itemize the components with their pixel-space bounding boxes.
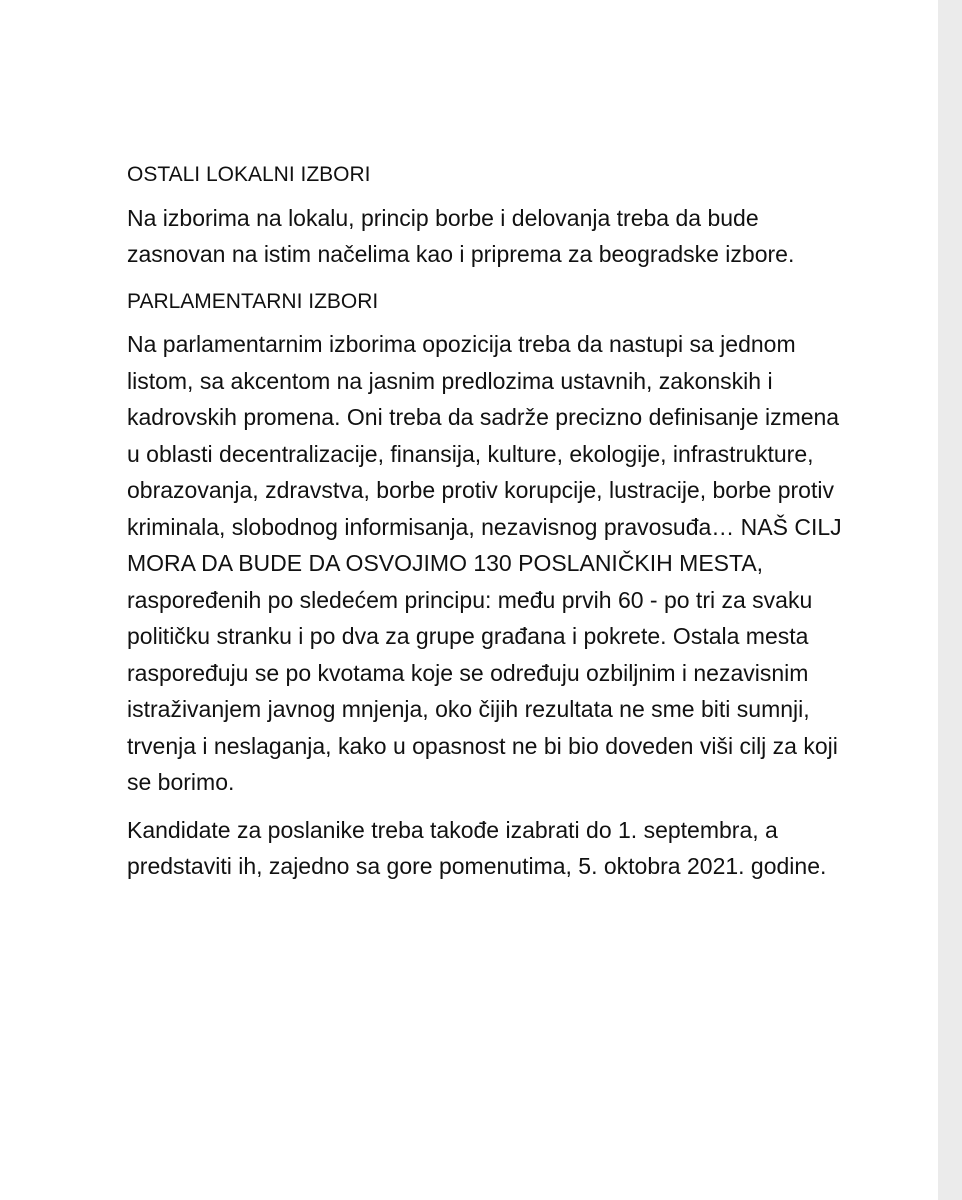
paragraph-candidates: Kandidate za poslanike treba takođe izabrati do 1. septembra, a predstaviti ih, zajedno sa gore pomenutima, 5. oktobra 2021. godine. (127, 816, 827, 879)
document-body (127, 157, 847, 896)
paragraph-parliamentary-elections: Na parlamentarnim izborima opozicija treba da nastupi sa jednom listom, sa akcentom na jasnim predlozima ustavnih, zakonskih i kadrovskih promena. Oni treba da sadrže precizno definisanje izmena u oblasti decentralizacije, finansija, kulture, ekologije, infrastrukture, obrazovanja, zdravstva, borbe protiv korupcije, lustracije, borbe protiv kriminala, slobodnog informisanja, nezavisnog pravosuđa… NAŠ CILJ MORA DA BUDE DA OSVOJIMO 130 POSLANIČKIH MESTA, raspoređenih po sledećem principu: među prvih 60 - po tri za svaku političku stranku i po dva za grupe građana i pokrete. Ostala mesta raspoređuju se po kvotama koje se određuju ozbiljnim i nezavisnim istraživanjem javnog mnjenja, oko čijih rezultata ne sme biti sumnji, trvenja i neslaganja, kako u opasnost ne bi bio doveden viši cilj za koji se borimo. (127, 331, 842, 795)
section-heading-parliamentary-elections: PARLAMENTARNI IZBORI (127, 289, 379, 313)
section-heading-local-elections: OSTALI LOKALNI IZBORI (127, 163, 371, 186)
paragraph-local-elections: Na izborima na lokalu, princip borbe i delovanja treba da bude zasnovan na istim načelima kao i priprema za beogradske izbore. (127, 204, 795, 267)
